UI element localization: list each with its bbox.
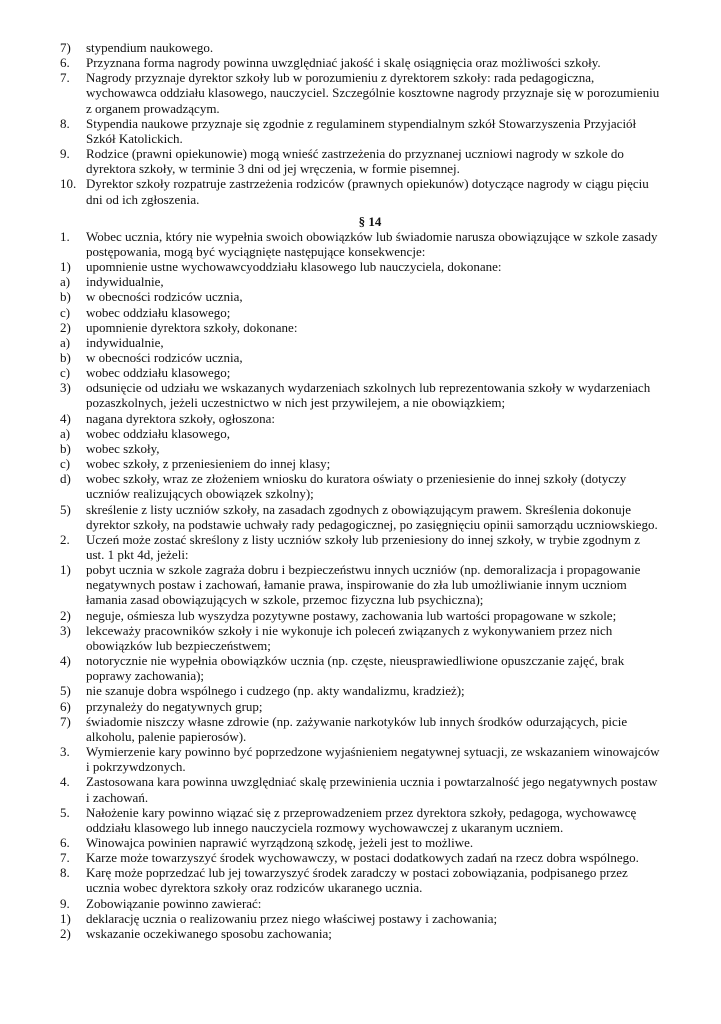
item-text: Winowajca powinien naprawić wyrządzoną szkodę, jeżeli jest to możliwe. [86,834,474,850]
item-text: wobec oddziału klasowego, [86,425,231,441]
list-item [60,774,680,804]
item-text: pobyt ucznia w szkole zagraża dobru i bezpieczeństwu innych uczniów (np. demoralizacja i propagowanie negatywnych postaw i zachowań, łamanie prawa, inspirowanie do zła lub umożliwianie innym uczniom łamania zasad obowiązujących w szkole, przemoc fizyczna lub psychiczna); [86,562,641,608]
list-item [60,350,680,365]
list-item [60,365,680,380]
list-item [60,835,680,850]
item-text: w obecności rodziców ucznia, [86,349,243,365]
item-number: 6. [60,55,70,71]
item-number: c) [60,365,71,381]
list-item [60,116,680,146]
item-number: 2) [60,925,71,941]
list-item [60,653,680,683]
item-number: b) [60,349,71,365]
item-number: 7) [60,713,71,729]
item-number: 3) [60,380,71,396]
item-number: 1) [60,562,71,578]
item-text: neguje, ośmiesza lub wyszydza pozytywne postawy, zachowania lub wartości propagowane w szkole; [86,607,617,623]
list-item [60,55,680,70]
item-text: świadomie niszczy własne zdrowie (np. zażywanie narkotyków lub innych środków odurzających, picie alkoholu, palenie papierosów). [86,713,628,744]
item-text: Karę może poprzedzać lub jej towarzyszyć środek zaradczy w postaci zobowiązania, podpisanego przez ucznia wobec dyrektora szkoły oraz rodziców ukaranego ucznia. [86,865,628,896]
list-item [60,380,680,410]
item-number: 3) [60,622,71,638]
item-number: 6) [60,698,71,714]
section-heading: § 14 [358,213,382,229]
item-text: indywidualnie, [86,334,164,350]
item-number: b) [60,289,71,305]
item-number: 10. [60,176,77,192]
item-number: 7. [60,850,70,866]
list-item [60,274,680,289]
item-text: wobec szkoły, wraz ze złożeniem wniosku do kuratora oświaty o przeniesienie do innej szkoły (dotyczy uczniów realizujących obowiązek szkolny); [86,471,627,502]
list-item [60,305,680,320]
list-item [60,176,680,206]
list-item [60,683,680,698]
list-item [60,320,680,335]
list-item [60,289,680,304]
item-number: b) [60,440,71,456]
item-number: 1) [60,910,71,926]
item-text: nie szanuje dobra wspólnego i cudzego (np. akty wandalizmu, kradzież); [86,683,465,699]
list-item [60,70,680,115]
item-text: wobec oddziału klasowego; [86,304,231,320]
item-text: Zastosowana kara powinna uwzględniać skalę przewinienia ucznia i powtarzalność jego negatywnych postaw i zachowań. [86,774,658,805]
list-item [60,411,680,426]
list-item [60,911,680,926]
item-number: c) [60,304,71,320]
item-number: 9. [60,895,70,911]
item-number: 4) [60,653,71,669]
list-item [60,562,680,607]
item-number: c) [60,456,71,472]
item-text: Uczeń może zostać skreślony z listy uczniów szkoły lub przeniesiony do innej szkoły, w trybie zgodnym z ust. 1 pkt 4d, jeżeli: [86,531,641,562]
item-number: 4) [60,410,71,426]
item-text: upomnienie dyrektora szkoły, dokonane: [86,319,298,335]
list-item [60,532,680,562]
list-item [60,229,680,259]
item-text: deklarację ucznia o realizowaniu przez niego właściwej postawy i zachowania; [86,910,498,926]
item-text: Wobec ucznia, który nie wypełnia swoich obowiązków lub świadomie narusza obowiązujące w szkole zasady postępowania, mogą być wyciągnięte następujące konsekwencje: [86,228,658,259]
item-number: 1. [60,228,70,244]
item-number: 8. [60,115,70,131]
item-text: notorycznie nie wypełnia obowiązków ucznia (np. częste, nieusprawiedliwione opuszczanie zajęć, brak poprawy zachowania); [86,653,625,684]
item-text: upomnienie ustne wychowawcyoddziału klasowego lub nauczyciela, dokonane: [86,259,502,275]
item-number: a) [60,425,71,441]
list-item [60,471,680,501]
list-item [60,699,680,714]
list-item [60,623,680,653]
list-item [60,608,680,623]
list-item [60,259,680,274]
reward-provisions-list [60,40,680,207]
item-text: przynależy do negatywnych grup; [86,698,263,714]
document-content [60,40,680,941]
item-text: Karze może towarzyszyć środek wychowawczy, w postaci dodatkowych zadań na rzecz dobra wspólnego. [86,850,639,866]
item-text: Zobowiązanie powinno zawierać: [86,895,262,911]
item-number: 6. [60,834,70,850]
list-item [60,744,680,774]
item-number: 5) [60,501,71,517]
item-text: Nałożenie kary powinno wiązać się z przeprowadzeniem przez dyrektora szkoły, pedagoga, wychowawcę oddziału klasowego lub innego nauczyciela rozmowy wychowawczej z ukaranym uczniem. [86,804,637,835]
item-text: w obecności rodziców ucznia, [86,289,243,305]
item-number: 7) [60,40,71,55]
section-14-provisions-list [60,229,680,941]
item-text: Wymierzenie kary powinno być poprzedzone wyjaśnieniem negatywnej sytuacji, ze wskazaniem winowajców i pokrzywdzonych. [86,744,660,775]
list-item [60,146,680,176]
item-text: odsunięcie od udziału we wskazanych wydarzeniach szkolnych lub reprezentowania szkoły w wydarzeniach pozaszkolnych, jeżeli uczestnictwo w nich jest przywilejem, a nie obowiązkiem; [86,380,651,411]
item-number: 3. [60,744,70,760]
item-text: Przyznana forma nagrody powinna uwzględniać jakość i skalę osiągnięcia oraz możliwości szkoły. [86,55,601,71]
list-item [60,714,680,744]
item-text: Rodzice (prawni opiekunowie) mogą wnieść zastrzeżenia do przyznanej uczniowi nagrody w szkole do dyrektora szkoły, w terminie 3 dni od jej wręczenia, w formie pisemnej. [86,146,624,177]
list-item [60,926,680,941]
item-number: 4. [60,774,70,790]
item-number: 2) [60,607,71,623]
list-item [60,896,680,911]
item-text: wobec oddziału klasowego; [86,365,231,381]
item-text: indywidualnie, [86,274,164,290]
item-text: Dyrektor szkoły rozpatruje zastrzeżenia rodziców (prawnych opiekunów) dotyczące nagrody w ciągu pięciu dni od ich zgłoszenia. [86,176,649,207]
item-text: wobec szkoły, z przeniesieniem do innej klasy; [86,456,331,472]
item-number: 7. [60,70,70,86]
item-number: d) [60,471,71,487]
list-item [60,40,680,55]
list-item [60,865,680,895]
item-number: 5. [60,804,70,820]
item-text: Stypendia naukowe przyznaje się zgodnie z regulaminem stypendialnym szkół Stowarzyszenia Przyjaciół Szkół Katolickich. [86,115,637,146]
list-item [60,426,680,441]
list-item [60,441,680,456]
item-number: 9. [60,146,70,162]
item-number: a) [60,334,71,350]
item-number: 5) [60,683,71,699]
list-item [60,805,680,835]
item-number: 2. [60,531,70,547]
item-text: stypendium naukowego. [86,40,214,55]
item-text: wobec szkoły, [86,440,160,456]
item-text: Nagrody przyznaje dyrektor szkoły lub w porozumieniu z dyrektorem szkoły: rada pedagogiczna, wychowawca oddziału klasowego, nauczyciel. Szczególnie kosztowne nagrody przyznaje się w porozumieniu z organem prowadzącym. [86,70,660,116]
list-item [60,850,680,865]
item-text: skreślenie z listy uczniów szkoły, na zasadach zgodnych z obowiązującym prawem. Skreślenia dokonuje dyrektor szkoły, na podstawie uchwały rady pedagogicznej, po zasięgnięciu opinii samorządu uczniowskiego. [86,501,658,532]
list-item [60,502,680,532]
item-text: lekceważy pracowników szkoły i nie wykonuje ich poleceń związanych z wykonywaniem przez nich obowiązków lub bezpieczeństwem; [86,622,613,653]
item-number: 2) [60,319,71,335]
list-item [60,456,680,471]
item-text: wskazanie oczekiwanego sposobu zachowania; [86,925,332,941]
item-text: nagana dyrektora szkoły, ogłoszona: [86,410,276,426]
list-item [60,335,680,350]
item-number: 8. [60,865,70,881]
item-number: 1) [60,259,71,275]
item-number: a) [60,274,71,290]
